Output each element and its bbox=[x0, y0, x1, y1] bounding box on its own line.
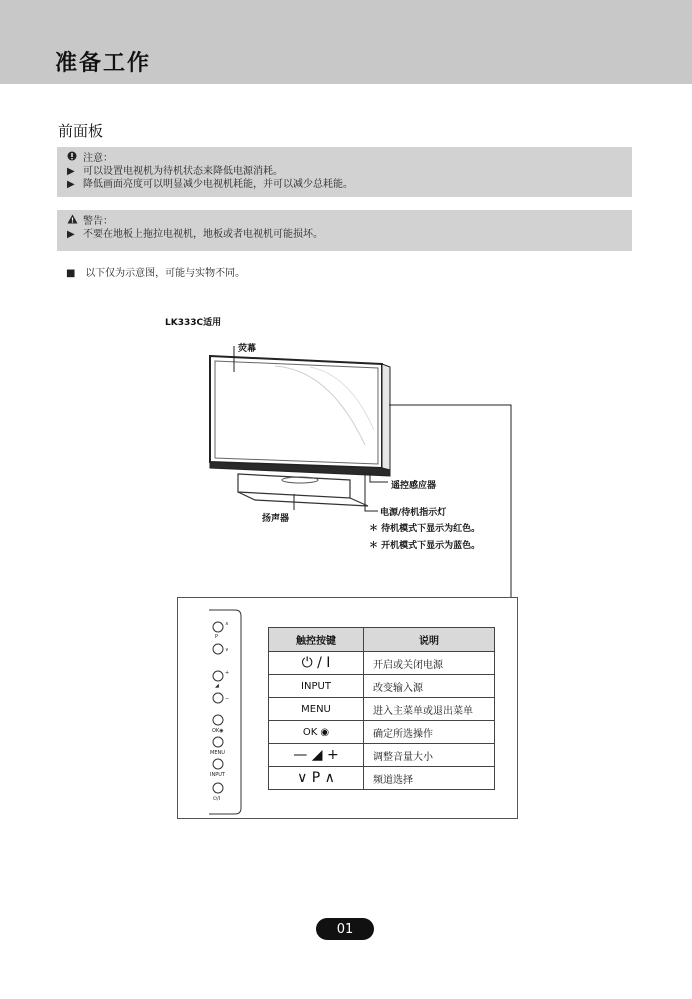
screen-label: 荧幕 bbox=[238, 344, 257, 354]
illustration-note-text: 以下仅为示意图，可能与实物不同。 bbox=[85, 268, 246, 279]
side-label-menu: MENU bbox=[210, 750, 225, 756]
caution-box bbox=[57, 147, 632, 197]
caution-item bbox=[67, 178, 622, 191]
table-cell-key: ⏻ / I bbox=[269, 652, 364, 675]
page-title: 准备工作 bbox=[55, 51, 152, 76]
tv-illustration bbox=[160, 330, 520, 600]
table-cell-key: — ◢ + bbox=[269, 744, 364, 767]
side-label-power: ⏻/I bbox=[213, 796, 221, 802]
table-header-desc: 说明 bbox=[364, 628, 495, 652]
warning-item bbox=[67, 228, 622, 241]
triangle-bullet-icon: ▶ bbox=[67, 229, 75, 240]
caution-item-text: 降低画面亮度可以明显减少电视机耗能，并可以减少总耗能。 bbox=[83, 179, 353, 190]
warning-box bbox=[57, 210, 632, 251]
table-row bbox=[269, 767, 495, 790]
side-button-strip bbox=[205, 608, 245, 816]
table-row bbox=[269, 698, 495, 721]
table-header-row bbox=[269, 628, 495, 652]
table-cell-desc: 确定所选操作 bbox=[364, 721, 495, 744]
side-label-volume: ◢ bbox=[215, 683, 219, 689]
table-cell-desc: 频道选择 bbox=[364, 767, 495, 790]
table-cell-desc: 改变输入源 bbox=[364, 675, 495, 698]
table-cell-desc: 进入主菜单或退出菜单 bbox=[364, 698, 495, 721]
table-header-key: 触控按键 bbox=[269, 628, 364, 652]
section-title: 前面板 bbox=[58, 122, 104, 140]
table-row bbox=[269, 744, 495, 767]
svg-text:∨: ∨ bbox=[225, 647, 229, 653]
table-cell-key: MENU bbox=[269, 698, 364, 721]
triangle-bullet-icon: ▶ bbox=[67, 179, 75, 190]
illustration-note bbox=[66, 264, 245, 279]
svg-text:+: + bbox=[225, 670, 230, 676]
table-row bbox=[269, 675, 495, 698]
model-label: LK333C适用 bbox=[165, 318, 222, 328]
touch-panel-detail bbox=[177, 597, 518, 819]
controls-table bbox=[268, 627, 495, 790]
side-label-p: P bbox=[215, 634, 219, 640]
warning-title-row bbox=[67, 214, 622, 228]
caution-title-row bbox=[67, 151, 622, 165]
table-cell-key: ∨ P ∧ bbox=[269, 767, 364, 790]
table-cell-key: INPUT bbox=[269, 675, 364, 698]
table-cell-desc: 调整音量大小 bbox=[364, 744, 495, 767]
speaker-label: 扬声器 bbox=[262, 514, 290, 524]
side-label-input: INPUT bbox=[210, 772, 225, 778]
caution-item bbox=[67, 165, 622, 178]
square-bullet-icon: ■ bbox=[66, 268, 76, 279]
standby-note: ＊ 待机模式下显示为红色。 bbox=[369, 524, 481, 534]
side-label-ok: OK◉ bbox=[212, 728, 224, 734]
power-indicator-label: 电源/待机指示灯 bbox=[380, 508, 447, 518]
triangle-bullet-icon: ▶ bbox=[67, 166, 75, 177]
warning-title: 警告： bbox=[83, 215, 113, 227]
caution-item-text: 可以设置电视机为待机状态来降低电源消耗。 bbox=[83, 166, 283, 177]
table-cell-key: OK ◉ bbox=[269, 721, 364, 744]
remote-sensor-label: 遥控感应器 bbox=[391, 481, 437, 491]
warning-item-text: 不要在地板上拖拉电视机，地板或者电视机可能损坏。 bbox=[83, 229, 323, 240]
page-number: 01 bbox=[316, 918, 374, 940]
table-cell-desc: 开启或关闭电源 bbox=[364, 652, 495, 675]
warning-triangle-icon bbox=[67, 214, 83, 228]
table-row bbox=[269, 721, 495, 744]
caution-title: 注意： bbox=[83, 152, 113, 164]
caution-circle-icon bbox=[67, 151, 83, 165]
table-row bbox=[269, 652, 495, 675]
svg-text:−: − bbox=[225, 696, 230, 702]
on-note: ＊ 开机模式下显示为蓝色。 bbox=[369, 541, 481, 551]
svg-text:∧: ∧ bbox=[225, 621, 229, 627]
